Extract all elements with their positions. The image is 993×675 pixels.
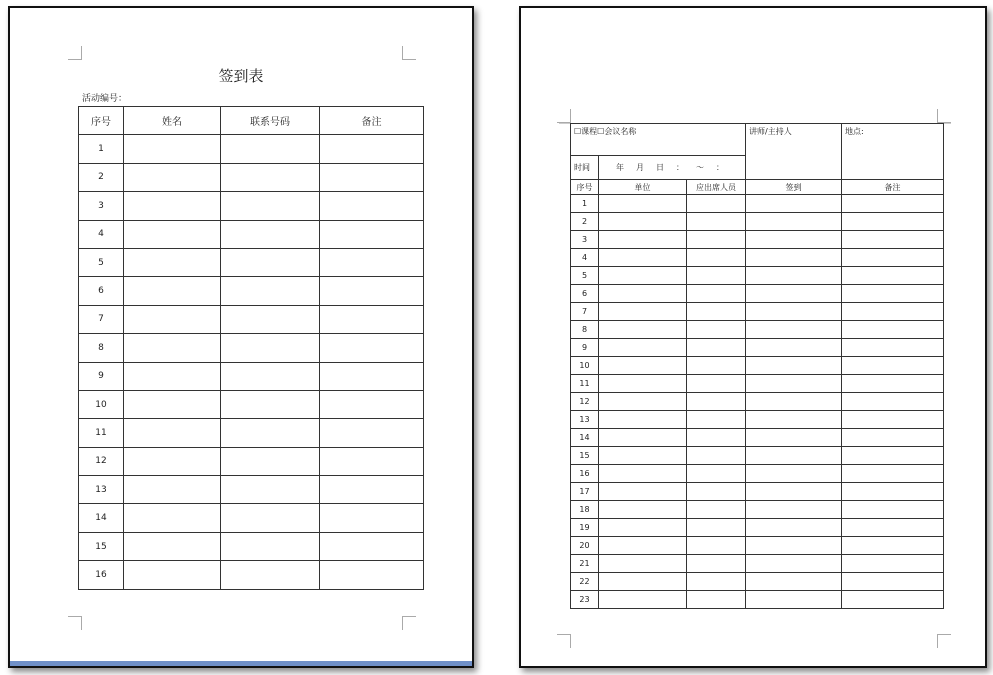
table-row <box>571 321 944 339</box>
table-row <box>571 285 944 303</box>
entry-cell[interactable] <box>746 429 842 447</box>
entry-cell[interactable] <box>124 447 221 475</box>
crop-mark <box>402 46 416 60</box>
entry-cell[interactable] <box>599 321 687 339</box>
entry-cell[interactable] <box>842 501 944 519</box>
entry-cell[interactable] <box>687 213 746 231</box>
entry-cell[interactable] <box>320 447 424 475</box>
entry-cell[interactable] <box>746 231 842 249</box>
entry-cell[interactable] <box>320 334 424 362</box>
entry-cell[interactable] <box>842 321 944 339</box>
entry-cell[interactable] <box>320 390 424 418</box>
entry-cell[interactable] <box>687 465 746 483</box>
table-row <box>79 305 424 333</box>
entry-cell[interactable] <box>842 519 944 537</box>
row-number: 7 <box>571 303 599 321</box>
entry-cell[interactable] <box>599 195 687 213</box>
row-number: 5 <box>571 267 599 285</box>
entry-cell[interactable] <box>746 357 842 375</box>
entry-cell[interactable] <box>599 339 687 357</box>
header-cell: 签到 <box>746 180 842 195</box>
row-number: 12 <box>79 447 124 475</box>
entry-cell[interactable] <box>842 267 944 285</box>
crop-mark <box>557 109 571 123</box>
sign-in-sheet-page-2 <box>519 6 987 668</box>
table-row <box>571 303 944 321</box>
row-number: 9 <box>79 362 124 390</box>
row-number: 10 <box>79 390 124 418</box>
entry-cell[interactable] <box>746 249 842 267</box>
table-row <box>571 411 944 429</box>
time-part: ～ <box>696 163 704 172</box>
entry-cell[interactable] <box>842 285 944 303</box>
table-row <box>571 231 944 249</box>
lecturer-host-cell: 讲师/主持人 <box>746 124 842 180</box>
table-row <box>79 277 424 305</box>
entry-cell[interactable] <box>842 231 944 249</box>
entry-cell[interactable] <box>599 357 687 375</box>
entry-cell[interactable] <box>320 277 424 305</box>
entry-cell[interactable] <box>746 483 842 501</box>
entry-cell[interactable] <box>842 465 944 483</box>
entry-cell[interactable] <box>746 393 842 411</box>
entry-cell[interactable] <box>842 483 944 501</box>
table-row <box>571 501 944 519</box>
entry-cell[interactable] <box>124 135 221 163</box>
row-number: 15 <box>571 447 599 465</box>
entry-cell[interactable] <box>124 334 221 362</box>
entry-cell[interactable] <box>320 476 424 504</box>
row-number: 4 <box>571 249 599 267</box>
page-title: 签到表 <box>218 67 264 85</box>
entry-cell[interactable] <box>221 476 320 504</box>
entry-cell[interactable] <box>221 532 320 560</box>
time-part: 年 <box>616 163 624 172</box>
entry-cell[interactable] <box>124 248 221 276</box>
crop-mark <box>68 46 82 60</box>
entry-cell[interactable] <box>221 390 320 418</box>
entry-cell[interactable] <box>221 561 320 589</box>
entry-cell[interactable] <box>842 429 944 447</box>
sign-in-table <box>78 106 424 590</box>
header-cell: 单位 <box>599 180 687 195</box>
entry-cell[interactable] <box>746 411 842 429</box>
entry-cell[interactable] <box>124 220 221 248</box>
entry-cell[interactable] <box>687 357 746 375</box>
entry-cell[interactable] <box>842 357 944 375</box>
row-number: 11 <box>79 419 124 447</box>
entry-cell[interactable] <box>320 135 424 163</box>
entry-cell[interactable] <box>124 504 221 532</box>
entry-cell[interactable] <box>687 393 746 411</box>
entry-cell[interactable] <box>842 411 944 429</box>
header-cell: 序号 <box>571 180 599 195</box>
row-number: 18 <box>571 501 599 519</box>
entry-cell[interactable] <box>687 321 746 339</box>
entry-cell[interactable] <box>687 195 746 213</box>
entry-cell[interactable] <box>599 213 687 231</box>
entry-cell[interactable] <box>599 303 687 321</box>
row-number: 9 <box>571 339 599 357</box>
entry-cell[interactable] <box>842 447 944 465</box>
table-row <box>79 334 424 362</box>
entry-cell[interactable] <box>687 447 746 465</box>
row-number: 15 <box>79 532 124 560</box>
entry-cell[interactable] <box>599 591 687 609</box>
entry-cell[interactable] <box>687 267 746 285</box>
table-row <box>79 220 424 248</box>
entry-cell[interactable] <box>746 465 842 483</box>
entry-cell[interactable] <box>842 303 944 321</box>
entry-cell[interactable] <box>599 249 687 267</box>
table-row <box>571 465 944 483</box>
table-row <box>79 504 424 532</box>
entry-cell[interactable] <box>221 334 320 362</box>
row-number: 6 <box>79 277 124 305</box>
table-row <box>571 447 944 465</box>
row-number: 2 <box>79 163 124 191</box>
entry-cell[interactable] <box>687 249 746 267</box>
header-cell: 序号 <box>79 107 124 135</box>
entry-cell[interactable] <box>842 591 944 609</box>
entry-cell[interactable] <box>221 192 320 220</box>
time-label: 时间 <box>571 156 599 180</box>
entry-cell[interactable] <box>320 532 424 560</box>
table-row <box>79 192 424 220</box>
entry-cell[interactable] <box>842 213 944 231</box>
crop-mark <box>937 634 951 648</box>
entry-cell[interactable] <box>746 303 842 321</box>
row-number: 21 <box>571 555 599 573</box>
entry-cell[interactable] <box>320 561 424 589</box>
entry-cell[interactable] <box>842 393 944 411</box>
entry-cell[interactable] <box>320 248 424 276</box>
row-number: 16 <box>571 465 599 483</box>
time-part: 月 <box>636 163 644 172</box>
activity-number-label: 活动编号： <box>82 94 128 104</box>
table-row <box>571 195 944 213</box>
entry-cell[interactable] <box>746 213 842 231</box>
entry-cell[interactable] <box>842 195 944 213</box>
entry-cell[interactable] <box>221 135 320 163</box>
row-number: 14 <box>571 429 599 447</box>
entry-cell[interactable] <box>320 163 424 191</box>
row-number: 22 <box>571 573 599 591</box>
table-row <box>79 135 424 163</box>
attendance-table <box>570 123 944 609</box>
page-bottom-bar <box>10 661 472 666</box>
entry-cell[interactable] <box>124 532 221 560</box>
crop-mark <box>402 616 416 630</box>
entry-cell[interactable] <box>221 447 320 475</box>
entry-cell[interactable] <box>746 195 842 213</box>
entry-cell[interactable] <box>746 447 842 465</box>
row-number: 14 <box>79 504 124 532</box>
row-number: 13 <box>79 476 124 504</box>
table-row <box>79 362 424 390</box>
entry-cell[interactable] <box>599 267 687 285</box>
time-part: ： <box>716 163 724 172</box>
table-row <box>571 213 944 231</box>
entry-cell[interactable] <box>687 411 746 429</box>
entry-cell[interactable] <box>320 192 424 220</box>
table-row <box>79 476 424 504</box>
entry-cell[interactable] <box>687 429 746 447</box>
entry-cell[interactable] <box>320 419 424 447</box>
entry-cell[interactable] <box>599 429 687 447</box>
entry-cell[interactable] <box>842 573 944 591</box>
entry-cell[interactable] <box>124 476 221 504</box>
entry-cell[interactable] <box>221 305 320 333</box>
header-cell: 应出席人员 <box>687 180 746 195</box>
row-number: 8 <box>571 321 599 339</box>
entry-cell[interactable] <box>599 375 687 393</box>
time-part: 日 <box>656 163 664 172</box>
entry-cell[interactable] <box>221 163 320 191</box>
table-row <box>571 573 944 591</box>
table-row <box>571 519 944 537</box>
table-row <box>571 249 944 267</box>
entry-cell[interactable] <box>687 591 746 609</box>
entry-cell[interactable] <box>687 231 746 249</box>
entry-cell[interactable] <box>746 555 842 573</box>
entry-cell[interactable] <box>221 504 320 532</box>
entry-cell[interactable] <box>320 305 424 333</box>
row-number: 19 <box>571 519 599 537</box>
entry-cell[interactable] <box>842 375 944 393</box>
table-row <box>79 561 424 589</box>
table-row <box>571 429 944 447</box>
row-number: 2 <box>571 213 599 231</box>
row-number: 17 <box>571 483 599 501</box>
entry-cell[interactable] <box>746 267 842 285</box>
row-number: 20 <box>571 537 599 555</box>
entry-cell[interactable] <box>746 339 842 357</box>
entry-cell[interactable] <box>842 537 944 555</box>
row-number: 11 <box>571 375 599 393</box>
entry-cell[interactable] <box>687 483 746 501</box>
entry-cell[interactable] <box>124 362 221 390</box>
entry-cell[interactable] <box>320 362 424 390</box>
entry-cell[interactable] <box>320 504 424 532</box>
sign-in-sheet-page-1 <box>8 6 474 668</box>
row-number: 4 <box>79 220 124 248</box>
row-number: 16 <box>79 561 124 589</box>
table-row <box>571 375 944 393</box>
entry-cell[interactable] <box>221 248 320 276</box>
entry-cell[interactable] <box>746 591 842 609</box>
entry-cell[interactable] <box>599 537 687 555</box>
entry-cell[interactable] <box>221 419 320 447</box>
entry-cell[interactable] <box>687 285 746 303</box>
entry-cell[interactable] <box>124 163 221 191</box>
entry-cell[interactable] <box>221 220 320 248</box>
entry-cell[interactable] <box>599 483 687 501</box>
entry-cell[interactable] <box>687 501 746 519</box>
header-cell: 备注 <box>842 180 944 195</box>
entry-cell[interactable] <box>124 192 221 220</box>
table-row <box>571 555 944 573</box>
table-row <box>571 483 944 501</box>
header-cell: 备注 <box>320 107 424 135</box>
row-number: 8 <box>79 334 124 362</box>
entry-cell[interactable] <box>746 321 842 339</box>
crop-mark <box>557 634 571 648</box>
entry-cell[interactable] <box>687 537 746 555</box>
row-number: 3 <box>79 192 124 220</box>
entry-cell[interactable] <box>599 285 687 303</box>
entry-cell[interactable] <box>221 362 320 390</box>
entry-cell[interactable] <box>746 519 842 537</box>
table-row <box>79 532 424 560</box>
row-number: 12 <box>571 393 599 411</box>
location-cell: 地点: <box>842 124 944 180</box>
table-row <box>79 419 424 447</box>
row-number: 5 <box>79 248 124 276</box>
table-row <box>571 339 944 357</box>
table-row <box>79 447 424 475</box>
table-row <box>79 390 424 418</box>
header-cell: 姓名 <box>124 107 221 135</box>
table-row <box>571 591 944 609</box>
entry-cell[interactable] <box>687 519 746 537</box>
table-row <box>571 393 944 411</box>
entry-cell[interactable] <box>842 339 944 357</box>
header-cell: 联系号码 <box>221 107 320 135</box>
table-row <box>571 357 944 375</box>
entry-cell[interactable] <box>687 375 746 393</box>
entry-cell[interactable] <box>124 305 221 333</box>
entry-cell[interactable] <box>124 277 221 305</box>
table-row <box>571 267 944 285</box>
entry-cell[interactable] <box>687 555 746 573</box>
entry-cell[interactable] <box>320 220 424 248</box>
row-number: 23 <box>571 591 599 609</box>
crop-mark <box>937 109 951 123</box>
entry-cell[interactable] <box>687 573 746 591</box>
entry-cell[interactable] <box>124 390 221 418</box>
entry-cell[interactable] <box>599 447 687 465</box>
entry-cell[interactable] <box>124 419 221 447</box>
row-number: 3 <box>571 231 599 249</box>
table-header-row <box>79 107 424 135</box>
time-value-cell <box>599 156 746 180</box>
crop-mark <box>68 616 82 630</box>
entry-cell[interactable] <box>599 519 687 537</box>
entry-cell[interactable] <box>599 555 687 573</box>
entry-cell[interactable] <box>599 231 687 249</box>
row-number: 7 <box>79 305 124 333</box>
table-row <box>79 248 424 276</box>
entry-cell[interactable] <box>842 555 944 573</box>
entry-cell[interactable] <box>687 303 746 321</box>
entry-cell[interactable] <box>599 573 687 591</box>
entry-cell[interactable] <box>599 465 687 483</box>
entry-cell[interactable] <box>746 573 842 591</box>
time-part: ： <box>676 163 684 172</box>
entry-cell[interactable] <box>746 375 842 393</box>
entry-cell[interactable] <box>687 339 746 357</box>
entry-cell[interactable] <box>599 501 687 519</box>
entry-cell[interactable] <box>599 393 687 411</box>
row-number: 10 <box>571 357 599 375</box>
entry-cell[interactable] <box>842 249 944 267</box>
entry-cell[interactable] <box>746 285 842 303</box>
entry-cell[interactable] <box>746 501 842 519</box>
entry-cell[interactable] <box>221 277 320 305</box>
row-number: 1 <box>79 135 124 163</box>
entry-cell[interactable] <box>746 537 842 555</box>
row-number: 13 <box>571 411 599 429</box>
course-meeting-name-cell: ☐课程☐会议名称 <box>571 124 746 156</box>
table-row <box>571 537 944 555</box>
table-row <box>79 163 424 191</box>
entry-cell[interactable] <box>124 561 221 589</box>
entry-cell[interactable] <box>599 411 687 429</box>
row-number: 1 <box>571 195 599 213</box>
row-number: 6 <box>571 285 599 303</box>
table-header-row <box>571 180 944 195</box>
